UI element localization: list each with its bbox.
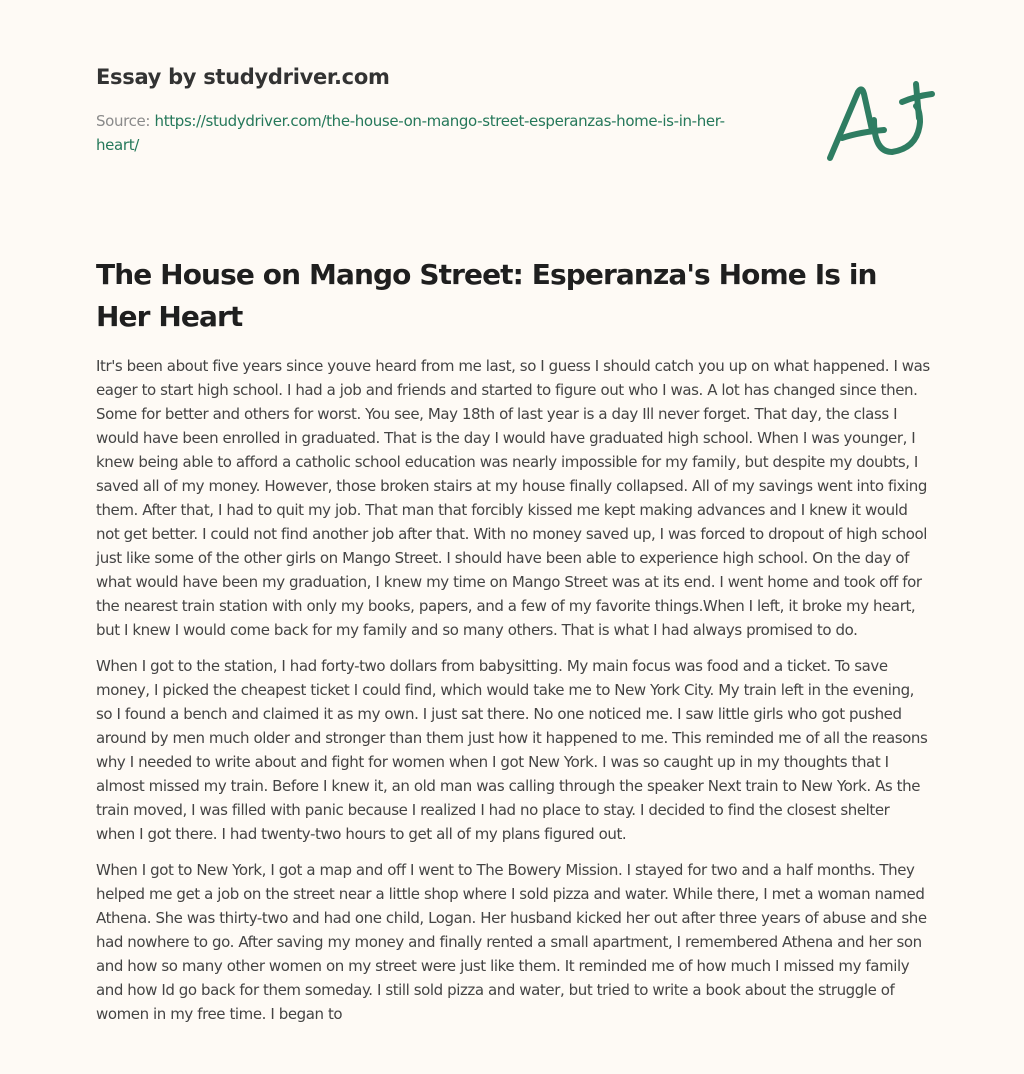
source-line bbox=[96, 109, 756, 157]
a-plus-grade-icon bbox=[820, 60, 940, 170]
essay-title: The House on Mango Street: Esperanza's Home Is in Her Heart bbox=[96, 258, 877, 333]
essay-paragraph: Itr's been about five years since youve heard from me last, so I guess I should catch you up on what happened. I was eager to start high school. I had a job and friends and started to figure out who I was. A lot has changed since then. Some for better and others for worst. You see, May 18th of last year is a day Ill never forget. That day, the class I would have been enrolled in graduated. That is the day I would have graduated high school. When I was younger, I knew being able to afford a catholic school education was nearly impossible for my family, but despite my doubts, I saved all of my money. However, those broken stairs at my house finally collapsed. All of my savings went into fixing them. After that, I had to quit my job. That man that forcibly kissed me kept making advances and I knew it would not get better. I could not find another job after that. With no money saved up, I was forced to dropout of high school just like some of the other girls on Mango Street. I should have been able to experience high school. On the day of what would have been my graduation, I knew my time on Mango Street was at its end. I went home and took off for the nearest train station with only my books, papers, and a few of my favorite things.When I left, it broke my heart, but I knew I would come back for my family and so many others. That is what I had always promised to do. bbox=[96, 357, 930, 639]
essay-paragraph: When I got to the station, I had forty-two dollars from babysitting. My main focus was food and a ticket. To save money, I picked the cheapest ticket I could find, which would take me to New York City. My train left in the evening, so I found a bench and claimed it as my own. I just sat there. No one noticed me. I saw little girls who got pushed around by men much older and stronger than them just how it happened to me. This reminded me of all the reasons why I needed to write about and fight for women when I got New York. I was so caught up in my thoughts that I almost missed my train. Before I knew it, an old man was calling through the speaker Next train to New York. As the train moved, I was filled with panic because I realized I had no place to stay. I decided to find the closest shelter when I got there. I had twenty-two hours to get all of my plans figured out. bbox=[96, 657, 928, 843]
page-header bbox=[96, 62, 796, 157]
essay-body bbox=[96, 354, 932, 1038]
source-label: Source: bbox=[96, 112, 155, 130]
site-brand: Essay by studydriver.com bbox=[96, 65, 390, 89]
source-link[interactable]: https://studydriver.com/the-house-on-mango-street-esperanzas-home-is-in-her-heart/ bbox=[96, 112, 725, 154]
essay-paragraph: When I got to New York, I got a map and off I went to The Bowery Mission. I stayed for two and a half months. They helped me get a job on the street near a little shop where I sold pizza and water. While there, I met a woman named Athena. She was thirty-two and had one child, Logan. Her husband kicked her out after three years of abuse and she had nowhere to go. After saving my money and finally rented a small apartment, I remembered Athena and her son and how so many other women on my street were just like them. It reminded me of how much I missed my family and how Id go back for them someday. I still sold pizza and water, but tried to write a book about the struggle of women in my free time. I began to bbox=[96, 861, 927, 1023]
